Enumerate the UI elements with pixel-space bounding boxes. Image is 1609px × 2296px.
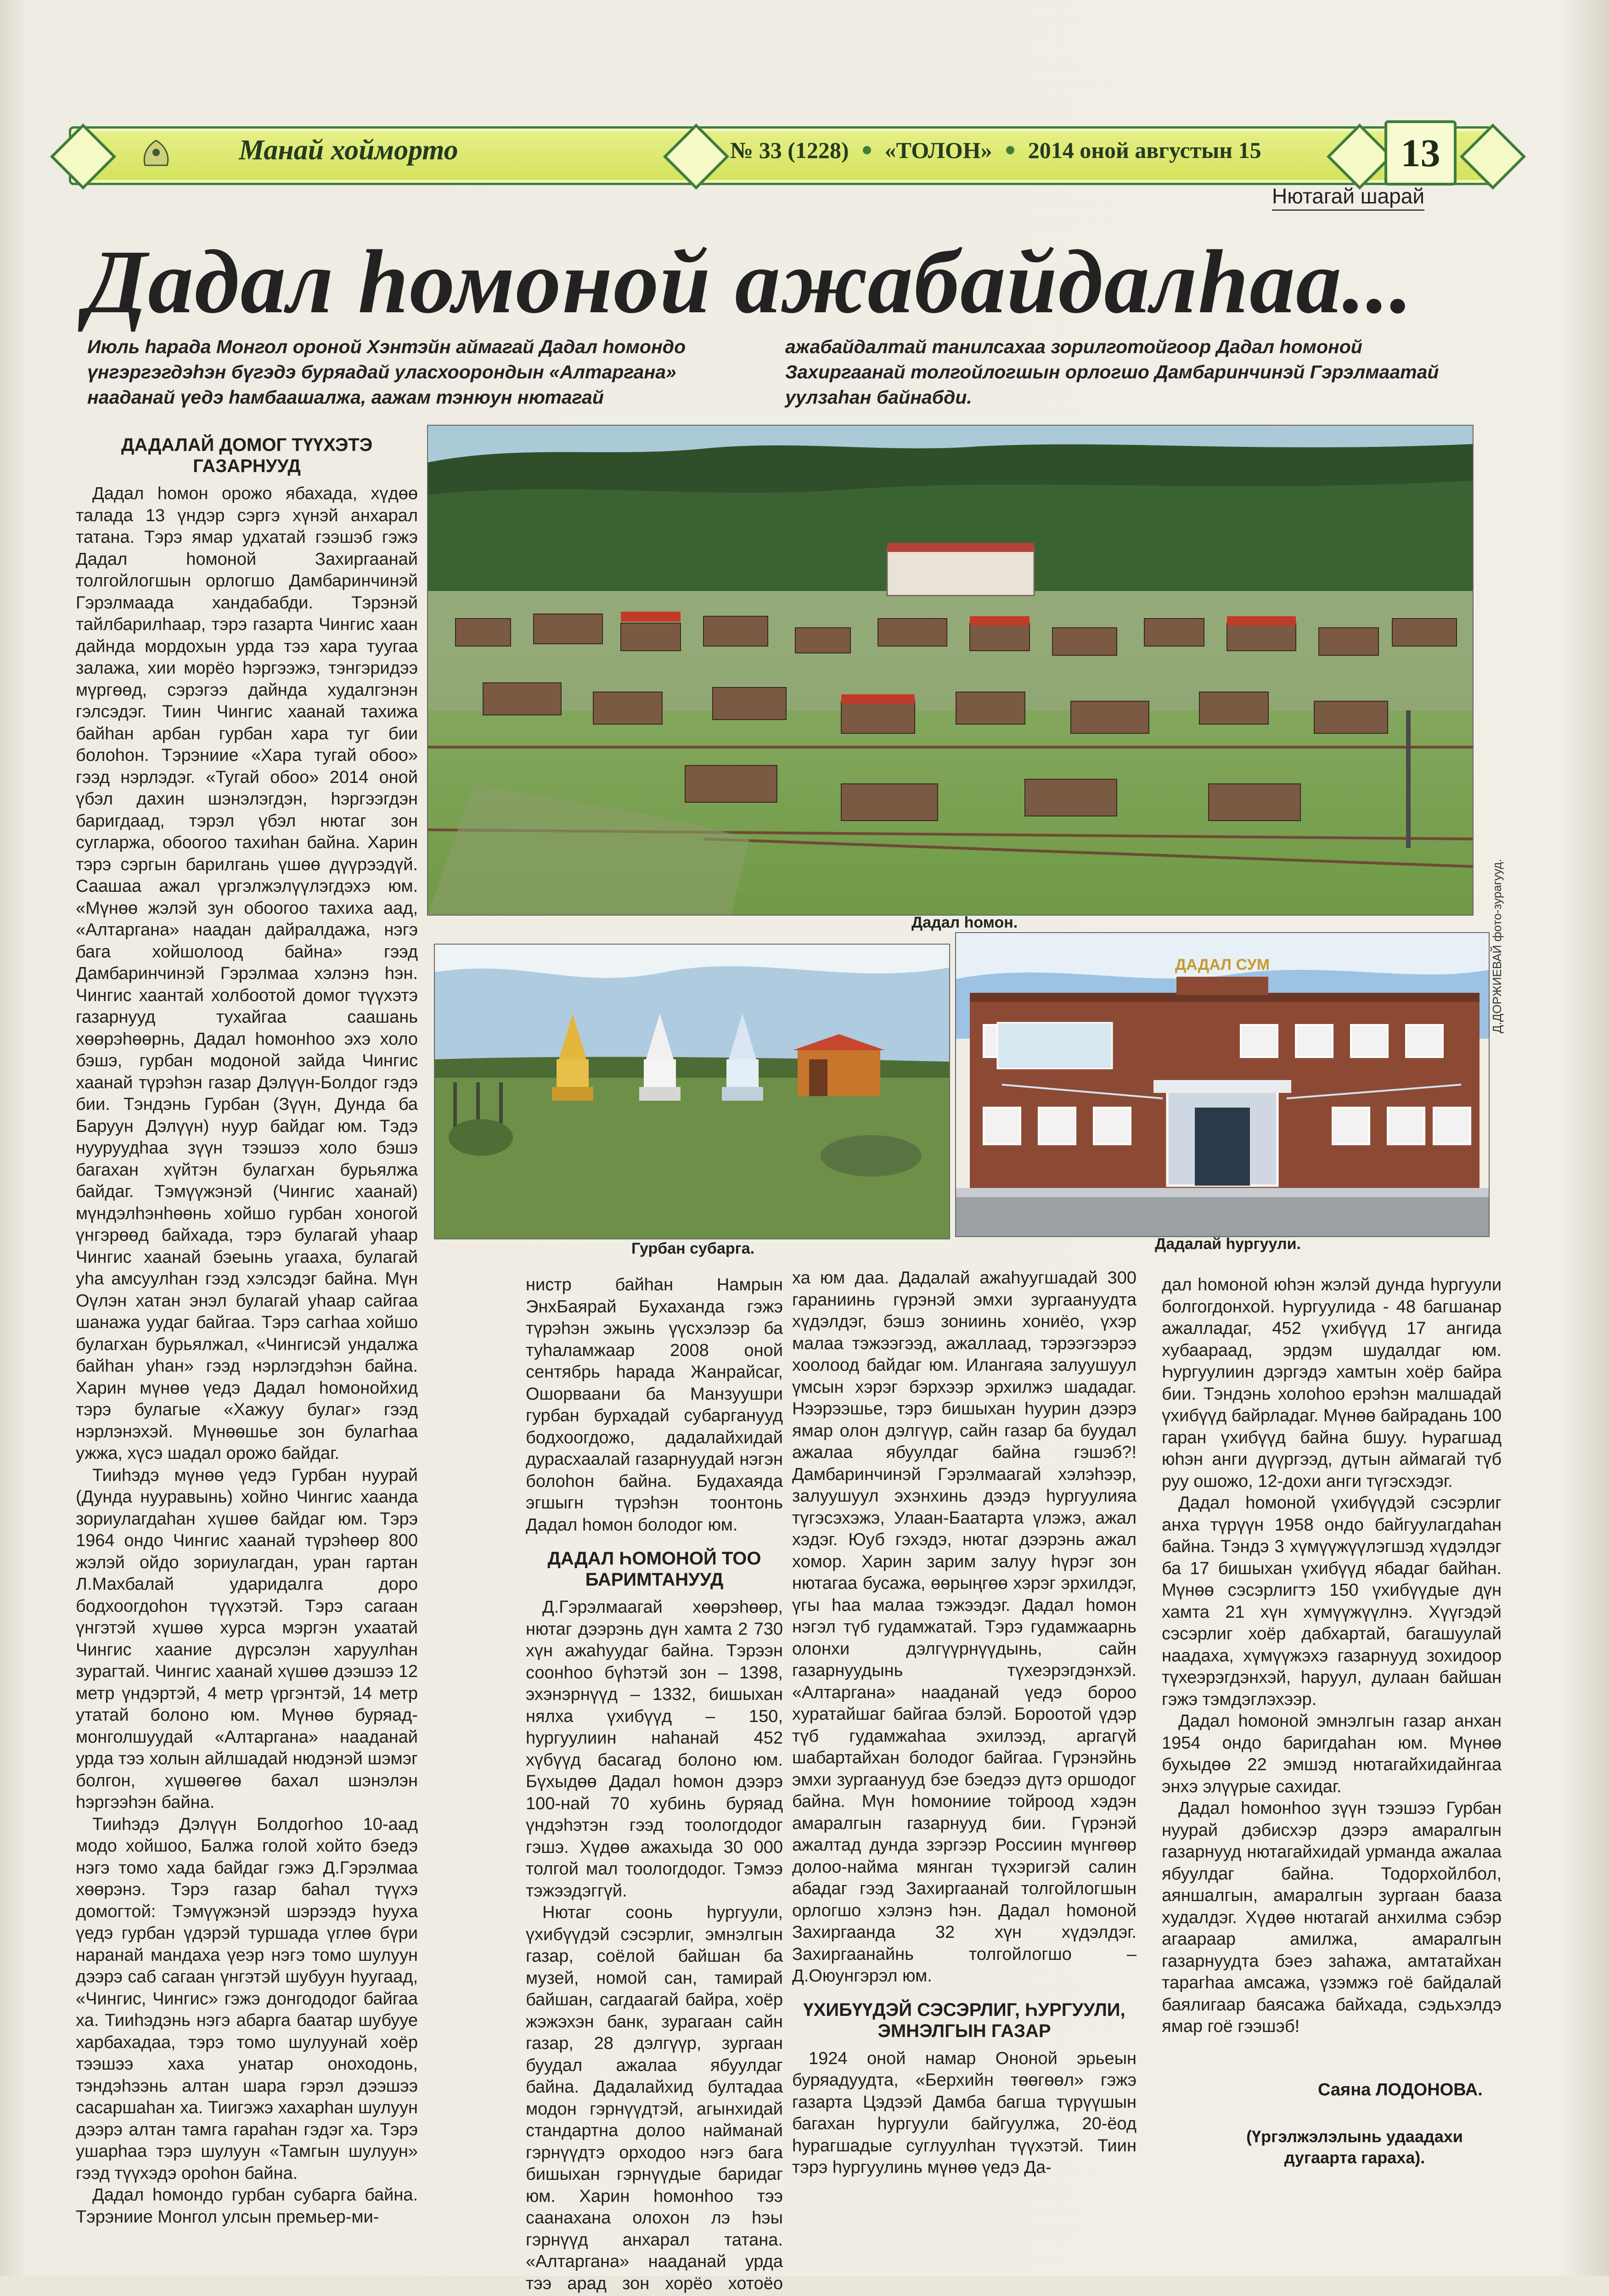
paragraph: Дадал һомонһоо зүүн тээшээ Гурбан нуурай дэбисхэр дээрэ амаралгын газарнууд нютагайхидай урманда ажалаа ябуулдаг байна. Тодорхойлбол, аяншалгын, амаралгын зургаан бааза худалдэг. Хүдөө нютагай анхилма сэбэр агаараар амилжа, амаралгын газарнуудта бэеэ заһажа, амтатайхан тарагһаа амсажа, үзэмжэ гоё байдалай баялигаар баясажа байхада, сэдьхэлдэ ямар гоё гээшэб!	[1162, 1799, 1502, 2036]
stupas-photo-caption: Гурбан субарга.	[631, 1240, 755, 1257]
paragraph: Нютаг соонь һургуули, үхибүүдэй сэсэрлиг, эмнэлгын газар, соёлой байшан ба музей, номой сан, тамирай байшан, сагдаагай байра, хоёр жэжэхэн банк, зурагаан сайн газар, 28 дэлгүүр, зургаан буудал ажалаа ябуулдаг байна. Дадалайхид бултадаа модон гэрнүүдтэй, агынхидай стандартна долоо найманай гэрнүүдтэ орходоо нэгэ бага бишыхан гэрнүүдые баридаг юм. Харин һомонһоо тээ саанахана олохон лэ һэы гэрнүүд анхарал татана. «Алтаргана» нааданай урда тээ арад зон хорёо хотоёо	[526, 1903, 783, 2293]
paragraph: Дадал һомондо гурбан субарга байна. Тэрэниие Монгол улсын премьер-ми-	[76, 2185, 418, 2227]
article-column-4	[1162, 1274, 1502, 2038]
photo-credit: Д.ДОРЖИЕВАЙ фото-зурагууд.	[1490, 859, 1504, 1033]
school-photo	[955, 932, 1490, 1237]
issue-info	[730, 137, 1261, 163]
page-number: 13	[1384, 120, 1457, 186]
stupas-photo	[434, 944, 950, 1239]
paragraph: Тииһэдэ Дэлүүн Болдогһоо 10-аад модо хойшоо, Балжа голой хойто бэедэ нэгэ томо хада байдаг гэжэ Д.Гэрэлмаа хөөрэнэ. Тэрэ газар баһал түүхэ домогтой: Тэмүүжэнэй шэрээдэ һууха үедэ гурбан үдэрэй туршада үглөө бүри наранай мандаха үеэр нэгэ томо шулуун дээрэ саб сагаан үнгэтэй шубуун һуугаад, «Чингис, Чингис» гэжэ донгододог байгаа ха. Тииһэдэнь нэгэ абарга баатар шубууе харбахадаа, тэрэ томо шулуунай хоёр тээшээ хаха унатар оноходонь, тэндэһээнь алтан шара гэрэл дээшээ сасаршаһан ха. Тиигэжэ хахарһан шулуун дээрэ алтан тамга гараһан гэдэг ха. Тэрэ ушарһаа тэрэ шулуун «Тамгын шулуун» гээд түүхэдэ ороһон байна.	[76, 1814, 418, 2183]
issue-date: 2014 оной августын 15	[1028, 137, 1261, 163]
section-title: Манай хойморто	[239, 135, 458, 166]
newspaper-name: «ТОЛОН»	[884, 137, 992, 163]
lead-text-right: ажабайдалтай танилсахаа зорилготойгоор Дадал һомоной Захиргаанай толгойлогшын орлогшо Дамбаринчинэй Гэрэлмаатай уулзаһан байнабди.	[785, 336, 1439, 408]
paragraph: Тииһэдэ мүнөө үедэ Гурбан нуурай (Дунда нууравынь) хойно Чингис хаанда зориулагдаһан хүшөө байдаг юм. Тэрэ 1964 ондо Чингис хаанай түрэһөөр 800 жэлэй ойдо зориулагдан, уран гартан Л.Махбалай ударидалга доро бодхоогдоһон түүхэтэй. Тэрэ сагаан үнгэтэй хүшөө хурса мэргэн ухаатай Чингис хаание дүрсэлэн харуулһан зурагтай. Чингис хаанай хүшөө дээшээ 12 метр үндэртэй, 4 метр үргэнтэй, 14 метр утатай болоно юм. Мүнөө буряад-монголшуудай «Алтаргана» нааданай урда тээ холын айлшадай нюдэнэй шэмэг болгон, хүшөөгөө бахал шэнэлэн һэргээһэн байна.	[76, 1465, 418, 1812]
separator-dot	[863, 146, 871, 154]
subhead-school: ҮХИБҮҮДЭЙ СЭСЭРЛИГ, ҺУРГУУЛИ, ЭМНЭЛГЫН ГАЗАР	[803, 1999, 1125, 2041]
issue-number: № 33 (1228)	[730, 137, 849, 163]
paragraph: 1924 оной намар Ононой эрьеын буряадуудта, «Берхийн төөгөөл» гэжэ газарта Цэдээй Дамба багша түрүүшын багахан һургуули байгуулжа, 20-ёод һурагшадые суглуулһан түүхэтэй. Тиин тэрэ һургуулинь мүнөө үедэ Да-	[792, 2048, 1136, 2177]
subhead-facts: ДАДАЛ ҺОМОНОЙ ТОО БАРИМТАНУУД	[547, 1548, 761, 1590]
article-column-3	[792, 1267, 1136, 2179]
article-column-2	[526, 1274, 783, 2296]
village-photo-caption: Дадал һомон.	[911, 914, 1018, 931]
paragraph: Дадал һомоной үхибүүдэй сэсэрлиг анха түрүүн 1958 ондо байгуулагдаһан байна. Тэндэ 3 хүмүүжүүлэгшэд хүдэлдэг ба 17 бишыхан үхибүүд ябадаг байһан. Мүнөө сэсэрлигтэ 150 үхибүүдые дүн хамта 21 хүн хүмүүжүүлнэ. Хүүгэдэй сэсэрлиг хоёр дабхартай, багашуулай наадаха, хүмүүжэхэ газарнууд зохидоор түхеэрэгдэнхэй, һаруул, дулаан байшан гэжэ тэмдэглэхээр.	[1162, 1493, 1502, 1709]
paragraph: дал һомоной юһэн жэлэй дунда һургуули болгогдонхой. Һургуулида - 48 багшанар ажалладаг, 452 үхибүүд 17 ангида хубаараад, эрдэм шудалдаг юм. Һургуулиин дэргэдэ хамтын хоёр байра бии. Тэндэнь холоһоо ерэһэн малшадай үхибүүд байрладаг. Мүнөө байрадань 100 гаран үхибүүд байна бшуу. Һурагшад юһэн анги дүүргээд, дүтын аймагай түб руу ошожо, 12-дохи анги түгэсхэдэг.	[1162, 1275, 1502, 1491]
article-column-1	[76, 431, 418, 2228]
headline: Дадал һомоной ажабайдалһаа...	[85, 231, 1413, 332]
separator-dot	[1006, 146, 1014, 154]
paragraph: ха юм даа. Дадалай ажаһуугшадай 300 гараниинь гүрэнэй эмхи зургаануудта хүдэлдэг, бэшэ зониинь хониёо, үхэр малаа тэжээгээд, ажаллаад, тэрээгээрээ хоолоод байдаг юм. Илангаяа залуушуул үмсын хэрэг бэрхээр эрхилжэ шададаг. Нээрээшье, тэрэ бишыхан һуурин дээрэ ямар олон дэлгүүр, сайн газар ба буудал ажалаа ябуулдаг байна гэшэб?! Дамбаринчинэй Гэрэлмаагай хэлэһээр, залуушуул эхэнхинь дээдэ һургуулияа түгэсэхэжэ, Улаан-Баатарта үлэжэ, ажал хэдэг. Юуб гэхэдэ, нютаг дээрэнь ажал хомор. Харин зарим залуу һүрэг зон нютагаа бусажа, өөрыңгөө хэрэг эрхилдэг, үгы һаа малаа тэжээдэг. Дадал һомон нэгэл түб гудамжатай. Тэрэ гудамжаарнь олонхи дэлгүүрнүүдынь, сайн газарнуудынь түхеэрэгдэнхэй. «Алтаргана» нааданай үедэ бороо хуратайшаг байгаа бэлэй. Бороотой үдэр түб гудамжаһаа эхилээд, аргагүй шабартайхан болодог байгаа. Гүрэнэйнь эмхи зургаанууд бэе бэедээ дүтэ оршодог байна. Мүн һомониие тойроод хэдэн амаралгын газарнууд бии. Гүрэнэй ажалтад дунда зэргээр Россиин мүнгөөр долоо-найма мянган түхэригэй салин абадаг гээд Захиргаанай толгойлогшын орлогшо хэлэнэ һэн. Дадал һомоной Захиргаанда 32 хүн хүдэлдэг. Захиргаанайнь толгойлогшо – Д.Оюунгэрэл юм.	[792, 1268, 1136, 1986]
paragraph: Д.Гэрэлмаагай хөөрэһөөр, нютаг дээрэнь дүн хамта 2 730 хүн ажаһуудаг байна. Тэрээн соонһоо бүһэтэй зон – 1398, эхэнэрнүүд – 1332, бишыхан нялха үхибүүд – 150, һургуулиин наһанай 452 хүбүүд басагад болоно юм. Бүхыдөө Дадал һомон дээрэ 100-най 70 хубинь буряад үндэһэтэн гээд тоологдодог гэшэ. Хүдөө ажахыда 30 000 толгой мал тоологдодог. Тэмээ тэжээдэггүй.	[526, 1598, 783, 1901]
continued-note: (Үргэлжэлэлынь удаадахи дугаарта гараха).	[1246, 2127, 1463, 2167]
paragraph: Дадал һомоной эмнэлгын газар анхан 1954 ондо баригдаһан юм. Мүнөө бухыдөө 22 эмшэд нютагайхидайнгаа энхэ элүүрые сахидаг.	[1162, 1711, 1502, 1796]
school-sign: ДАДАЛ СУМ	[1175, 956, 1270, 974]
subhead-legends: ДАДАЛАЙ ДОМОГ ТҮҮХЭТЭ ГАЗАРНУУД	[121, 435, 373, 476]
paragraph: нистр байһан Намрын ЭнхБаярай Бухаханда гэжэ түрэһэн эжынь үүсхэлээр ба туһаламжаар 2008 оной сентябрь һарада Жанрайсаг, Ошорваани ба Манзуушри гурбан бурхадай субарганууд бодхоогдожо, дадалайхидай дурасхаалай газарнуудай нэгэн болоһон байна. Будахаяда эгшыгн түрэһэн тоонтонь Дадал һомон болодог юм.	[526, 1275, 783, 1535]
lead-text-left: Июль һарада Монгол ороной Хэнтэйн аймагай Дадал һомондо үнгэргэгдэһэн бүгэдэ буряадай уласхоорондын «Алтаргана» нааданай үедэ һамбаашалжа, аажам тэнюун нютагай	[87, 336, 686, 408]
school-photo-caption: Дадалай һургуули.	[1155, 1235, 1301, 1253]
rubric: Нютагай шарай	[1272, 184, 1424, 211]
author-signature: Саяна ЛОДОНОВА.	[1318, 2080, 1483, 2099]
paragraph: Дадал һомон орожо ябахада, хүдөө талада 13 үндэр сэргэ хүнэй анхарал татана. Тэрэ ямар удхатай гээшэб гэжэ Дадал һомоной Захиргаанай толгойлогшын орлогшо Дамбаринчинэй Гэрэлмаада хандабабди. Тэрэнэй тайлбарилһаар, тэрэ газарта Чингис хаан дайнда мордохын урда тээ хара туугаа залажа, хии морёо һэргээжэ, тэнгэридээ мүргөөд, сэрэгээ дайнда худалгэнэн гэлсэдэг. Тиин Чингис хаанай тахижа байһан арбан гурбан хара туг бии болоһон. Тэрэниие «Хара тугай обоо» гээд нэрлэдэг. «Тугай обоо» 2014 оной үбэл дахин шэнэлэгдэн, һэргээгдэн баригдаад, тэрэл үбэл нютаг зон сугларжа, обоогоо тахиһан байна. Харин тэрэ сэргын барилгань үшөө дүүрээдүй. Саашаа ажал үргэлжэлүүлэгдэхэ юм. «Мүнөө жэлэй зун обоогоо тахиха аад, «Алтаргана» наадан дайралдажа, нэгэ бага хойшолоод байна» гээд Дамбаринчинэй Гэрэлмаа хэлэнэ һэн. Чингис хаантай холбоотой домог түүхэтэ газарнууд тухайгаа саашань хөөрэһөөрнь, Дадал һомонһоо эхэ холо бэшэ, гурбан модоной зайда Чингис хаанай түрэһэн газар Дэлүүн-Болдог гэдэ бии. Тэндэнь Гурбан (Зүүн, Дунда ба Баруун Дэлүүн) нуур байдаг юм. Тэдэ нууруудһаа зүүн тээшээ холо бэшэ багахан хүйтэн булагхан бурьялжа байдаг. Тэмүүжэнэй (Чингис хаанай) мүндэлһэнһөөнь хойшо гурбан хоногой үнгэрөөд байхада, тэрэ булагай уһаар Чингис хаанай бэеынь угааха, булагай уһа амсуулһан гээд хэлсэдэг байна. Мүн Оүлэн хатан энэл булагай уһаар сайгаа шанажа уудаг байгаа. Тэрэ сагһаа хойшо булагхан бурьялжал, «Чингисэй ундалжа байһан уһан» гээд нэрлэгдэһэн байна. Харин мүнөө үедэ Дадал һомонойхид тэрэ булагые «Хажуу булаг» гээд нэрлэнэхэй. Мүнөөшье зон булагһаа ужжа, хүсэ шадал орожо байдаг.	[76, 484, 418, 1463]
village-photo	[427, 425, 1474, 916]
emblem-icon	[138, 138, 174, 169]
